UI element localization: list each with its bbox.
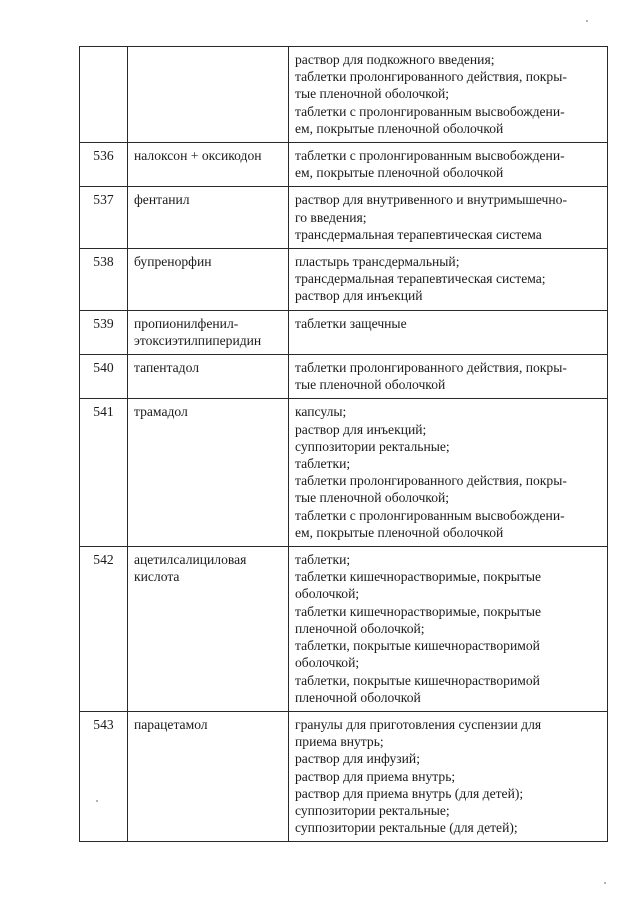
drug-name-line: этоксиэтилпиперидин bbox=[134, 332, 262, 348]
drug-name bbox=[128, 399, 289, 547]
drug-name-line: фентанил bbox=[134, 192, 190, 208]
dosage-form-line: гранулы для приготовления суспензии для bbox=[295, 716, 542, 732]
dosage-form-line: приема внутрь; bbox=[295, 734, 384, 750]
table-row bbox=[80, 399, 608, 547]
row-number: 538 bbox=[80, 249, 128, 311]
drug-name-line: пропионилфенил- bbox=[134, 315, 239, 331]
row-number: 539 bbox=[80, 310, 128, 354]
drug-name bbox=[128, 187, 289, 249]
drug-name bbox=[128, 143, 289, 187]
drug-name-line: кислота bbox=[134, 569, 180, 585]
dosage-form-line: оболочкой; bbox=[295, 655, 360, 671]
row-number: 541 bbox=[80, 399, 128, 547]
drug-name-line: бупренорфин bbox=[134, 254, 212, 270]
dosage-forms bbox=[289, 187, 608, 249]
drug-name-line: тапентадол bbox=[134, 360, 200, 376]
table-row bbox=[80, 187, 608, 249]
dosage-forms bbox=[289, 547, 608, 712]
table-row bbox=[80, 547, 608, 712]
dosage-forms bbox=[289, 399, 608, 547]
drug-name bbox=[128, 249, 289, 311]
dosage-form-line: суппозитории ректальные; bbox=[295, 802, 450, 818]
scan-speck bbox=[604, 882, 606, 884]
scan-speck bbox=[586, 20, 588, 22]
dosage-form-line: раствор для приема внутрь (для детей); bbox=[295, 785, 524, 801]
dosage-forms bbox=[289, 310, 608, 354]
dosage-form-line: трансдермальная терапевтическая система bbox=[295, 226, 542, 242]
table-body bbox=[80, 47, 608, 842]
row-number bbox=[80, 47, 128, 143]
dosage-form-line: раствор для инфузий; bbox=[295, 751, 420, 767]
dosage-form-line: таблетки с пролонгированным высвобождени- bbox=[295, 507, 565, 523]
dosage-forms bbox=[289, 249, 608, 311]
dosage-form-line: таблетки; bbox=[295, 456, 351, 472]
table-row bbox=[80, 355, 608, 399]
dosage-form-line: пленочной оболочкой bbox=[295, 689, 421, 705]
table-row bbox=[80, 249, 608, 311]
dosage-form-line: таблетки; bbox=[295, 552, 351, 568]
dosage-forms bbox=[289, 47, 608, 143]
dosage-form-line: пластырь трансдермальный; bbox=[295, 254, 460, 270]
dosage-form-line: го введения; bbox=[295, 209, 367, 225]
dosage-form-line: таблетки защечные bbox=[295, 315, 407, 331]
drug-name bbox=[128, 47, 289, 143]
dosage-form-line: ем, покрытые пленочной оболочкой bbox=[295, 165, 504, 181]
drug-name bbox=[128, 355, 289, 399]
dosage-form-line: раствор для инъекций bbox=[295, 288, 423, 304]
dosage-form-line: таблетки с пролонгированным высвобождени- bbox=[295, 103, 565, 119]
dosage-forms bbox=[289, 143, 608, 187]
drug-name-line: трамадол bbox=[134, 404, 188, 420]
document-page bbox=[79, 46, 607, 842]
row-number: 542 bbox=[80, 547, 128, 712]
dosage-form-line: оболочкой; bbox=[295, 586, 360, 602]
dosage-forms bbox=[289, 711, 608, 841]
drug-name bbox=[128, 711, 289, 841]
dosage-form-line: раствор для приема внутрь; bbox=[295, 768, 456, 784]
table-row bbox=[80, 47, 608, 143]
dosage-form-line: раствор для подкожного введения; bbox=[295, 52, 495, 67]
dosage-form-line: таблетки пролонгированного действия, покры- bbox=[295, 473, 567, 489]
drug-name-line: ацетилсалициловая bbox=[134, 552, 247, 568]
table-row bbox=[80, 711, 608, 841]
dosage-form-line: ем, покрытые пленочной оболочкой bbox=[295, 524, 504, 540]
dosage-form-line: пленочной оболочкой; bbox=[295, 620, 425, 636]
drug-name-line: парацетамол bbox=[134, 716, 208, 732]
dosage-form-line: трансдермальная терапевтическая система; bbox=[295, 271, 546, 287]
scan-speck bbox=[96, 800, 98, 802]
dosage-form-line: таблетки, покрытые кишечнорастворимой bbox=[295, 672, 540, 688]
drug-name bbox=[128, 310, 289, 354]
dosage-form-line: ем, покрытые пленочной оболочкой bbox=[295, 120, 504, 136]
row-number: 543 bbox=[80, 711, 128, 841]
drug-name-line: налоксон + оксикодон bbox=[134, 148, 262, 164]
row-number: 537 bbox=[80, 187, 128, 249]
dosage-form-line: тые пленочной оболочкой; bbox=[295, 86, 450, 102]
table-row bbox=[80, 143, 608, 187]
dosage-form-line: суппозитории ректальные (для детей); bbox=[295, 820, 518, 836]
dosage-form-line: капсулы; bbox=[295, 404, 347, 420]
dosage-form-line: раствор для внутривенного и внутримышечно- bbox=[295, 192, 567, 208]
dosage-form-line: раствор для инъекций; bbox=[295, 421, 427, 437]
dosage-form-line: таблетки кишечнорастворимые, покрытые bbox=[295, 603, 541, 619]
medication-table bbox=[79, 46, 608, 842]
dosage-form-line: таблетки с пролонгированным высвобождени- bbox=[295, 148, 565, 164]
dosage-form-line: тые пленочной оболочкой bbox=[295, 377, 446, 393]
dosage-form-line: тые пленочной оболочкой; bbox=[295, 490, 450, 506]
dosage-form-line: таблетки кишечнорастворимые, покрытые bbox=[295, 569, 541, 585]
dosage-form-line: суппозитории ректальные; bbox=[295, 438, 450, 454]
dosage-forms bbox=[289, 355, 608, 399]
dosage-form-line: таблетки, покрытые кишечнорастворимой bbox=[295, 638, 540, 654]
table-row bbox=[80, 310, 608, 354]
drug-name bbox=[128, 547, 289, 712]
row-number: 536 bbox=[80, 143, 128, 187]
dosage-form-line: таблетки пролонгированного действия, покры- bbox=[295, 360, 567, 376]
dosage-form-line: таблетки пролонгированного действия, покры- bbox=[295, 69, 567, 85]
row-number: 540 bbox=[80, 355, 128, 399]
